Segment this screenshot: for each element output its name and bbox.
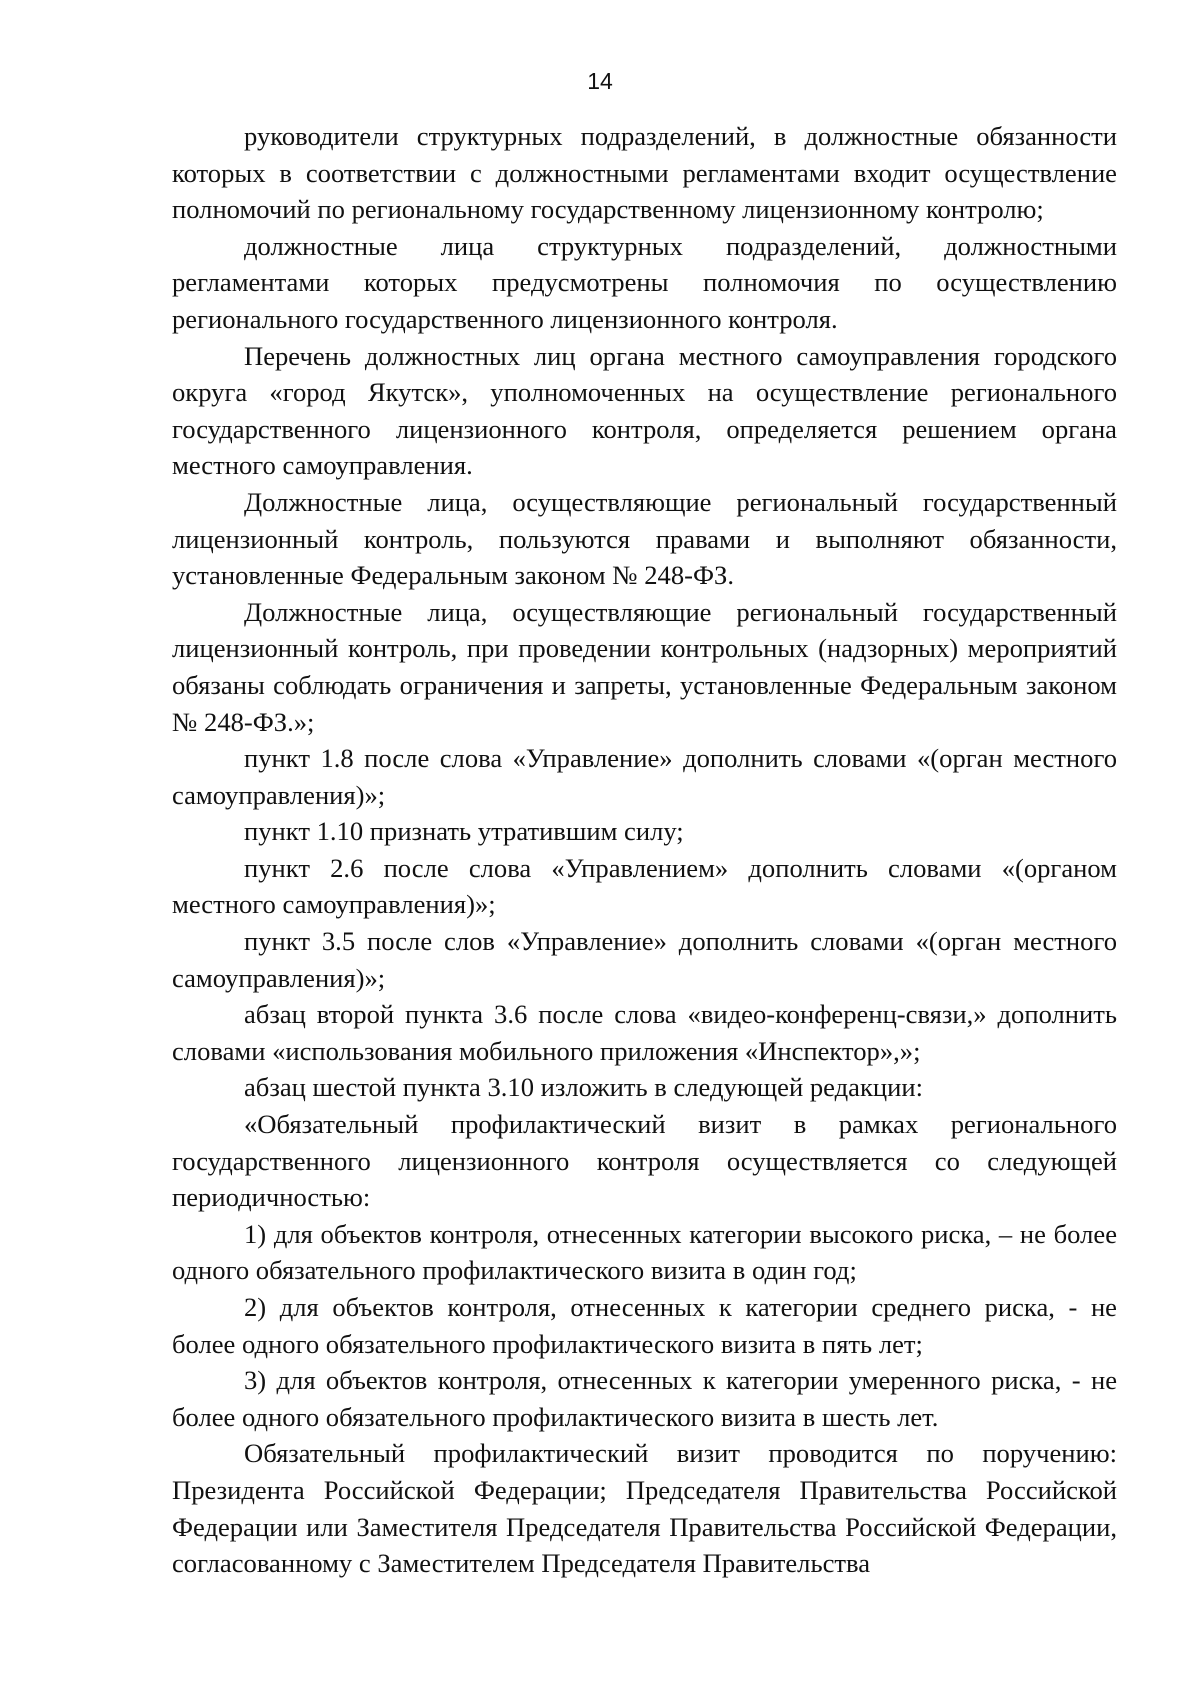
paragraph: «Обязательный профилактический визит в рамках регионального государственного лицензионного контроля осуществляется со следующей периодичностью: bbox=[172, 1109, 1117, 1213]
paragraph: 3) для объектов контроля, отнесенных к категории умеренного риска, - не более одного обязательного профилактического визита в шесть лет. bbox=[172, 1365, 1117, 1432]
paragraph: Обязательный профилактический визит проводится по поручению: Президента Российской Федерации; Председателя Правительства Российской Федерации или Заместителя Председателя Правительства Российской Федерации, согласованному с Заместителем Председателя Правительства bbox=[172, 1438, 1117, 1579]
paragraph: пункт 1.8 после слова «Управление» дополнить словами «(орган местного самоуправления)»; bbox=[172, 743, 1117, 810]
document-body bbox=[172, 118, 1117, 1582]
paragraph: 2) для объектов контроля, отнесенных к категории среднего риска, - не более одного обязательного профилактического визита в пять лет; bbox=[172, 1292, 1117, 1359]
paragraph: руководители структурных подразделений, в должностные обязанности которых в соответствии с должностными регламентами входит осуществление полномочий по региональному государственному лицензионному контролю; bbox=[172, 121, 1117, 225]
paragraph: пункт 3.5 после слов «Управление» дополнить словами «(орган местного самоуправления)»; bbox=[172, 926, 1117, 993]
paragraph: должностные лица структурных подразделений, должностными регламентами которых предусмотрены полномочия по осуществлению регионального государственного лицензионного контроля. bbox=[172, 230, 1117, 334]
page-number: 14 bbox=[587, 68, 613, 94]
paragraph: 1) для объектов контроля, отнесенных категории высокого риска, – не более одного обязательного профилактического визита в один год; bbox=[172, 1218, 1117, 1286]
paragraph: абзац шестой пункта 3.10 изложить в следующей редакции: bbox=[244, 1072, 923, 1103]
paragraph: Должностные лица, осуществляющие региональный государственный лицензионный контроль, пользуются правами и выполняют обязанности, установленные Федеральным законом № 248-ФЗ. bbox=[172, 486, 1117, 591]
paragraph: пункт 2.6 после слова «Управлением» дополнить словами «(органом местного самоуправления)»; bbox=[172, 852, 1117, 920]
paragraph: Должностные лица, осуществляющие региональный государственный лицензионный контроль, при проведении контрольных (надзорных) мероприятий обязаны соблюдать ограничения и запреты, установленные Федеральным законом № 248-ФЗ.»; bbox=[172, 596, 1117, 737]
paragraph: Перечень должностных лиц органа местного самоуправления городского округа «город Якутск», уполномоченных на осуществление регионального государственного лицензионного контроля, определяется решением органа местного самоуправления. bbox=[172, 340, 1117, 481]
paragraph: пункт 1.10 признать утратившим силу; bbox=[244, 816, 684, 847]
paragraph: абзац второй пункта 3.6 после слова «видео-конференц-связи,» дополнить словами «использования мобильного приложения «Инспектор»,»; bbox=[172, 999, 1117, 1066]
